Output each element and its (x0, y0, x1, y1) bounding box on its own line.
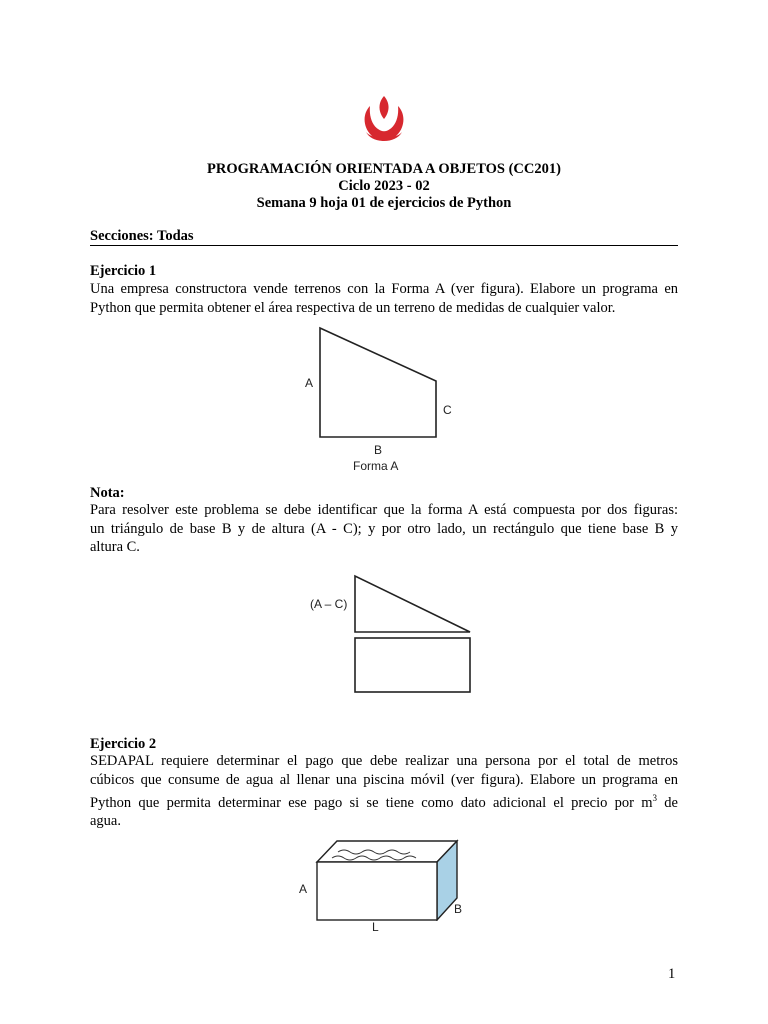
exercise-2-line: SEDAPAL requiere determinar el pago que debe realizar una persona por el total de metros (90, 753, 678, 769)
header-divider (90, 245, 678, 246)
note-line: un triángulo de base B y de altura (A - C); y por otro lado, un rectángulo que tiene base B y (90, 520, 678, 537)
upc-logo (352, 92, 416, 152)
decomposition-figure (345, 572, 480, 697)
pool-front (317, 862, 437, 920)
pool-label-b: B (454, 902, 463, 916)
exercise-2-line: agua. (90, 813, 121, 830)
forma-a-label-c: C (443, 403, 452, 417)
pool-figure (310, 836, 470, 921)
exercise-1-line: Una empresa constructora vende terrenos con la Forma A (ver figura). Elabore un programa en (90, 281, 678, 297)
page-number: 1 (668, 966, 676, 982)
exercise-1-title: Ejercicio 1 (90, 263, 157, 279)
note-line: Para resolver este problema se debe identificar que la forma A está compuesta por dos figuras: (90, 502, 678, 518)
cubic-exponent: 3 (652, 793, 658, 803)
triangle-shape (355, 576, 470, 632)
exercise-2-title: Ejercicio 2 (90, 736, 157, 752)
note-line: altura C. (90, 539, 140, 555)
pool-label-a: A (299, 882, 308, 896)
exercise-1-text (90, 280, 678, 317)
forma-a-figure (300, 325, 460, 440)
note-text (90, 501, 678, 557)
pool-label-l: L (372, 920, 379, 934)
rectangle-shape (355, 638, 470, 692)
cycle: Ciclo 2023 - 02 (338, 178, 430, 194)
note-title: Nota: (90, 485, 125, 501)
exercise-2-line: cúbicos que consume de agua al llenar una piscina móvil (ver figura). Elabore un programa en (90, 771, 678, 788)
forma-a-label-a: A (305, 376, 314, 390)
forma-a-label-b: B (374, 443, 383, 457)
course-title: PROGRAMACIÓN ORIENTADA A OBJETOS (CC201) (207, 161, 561, 177)
forma-a-shape (320, 328, 436, 437)
worksheet-title: Semana 9 hoja 01 de ejercicios de Python (256, 195, 512, 211)
sections-label: Secciones: Todas (90, 228, 194, 244)
exercise-2-line: Python que permita determinar ese pago si se tiene como dato adicional el precio por $m^3$ de (90, 793, 678, 811)
triangle-height-label: (A – C) (310, 597, 348, 611)
exercise-2-text (90, 752, 678, 831)
exercise-1-line: Python que permita obtener el área respectiva de un terreno de medidas de cualquier valor. (90, 299, 616, 316)
forma-a-caption: Forma A (353, 459, 399, 473)
